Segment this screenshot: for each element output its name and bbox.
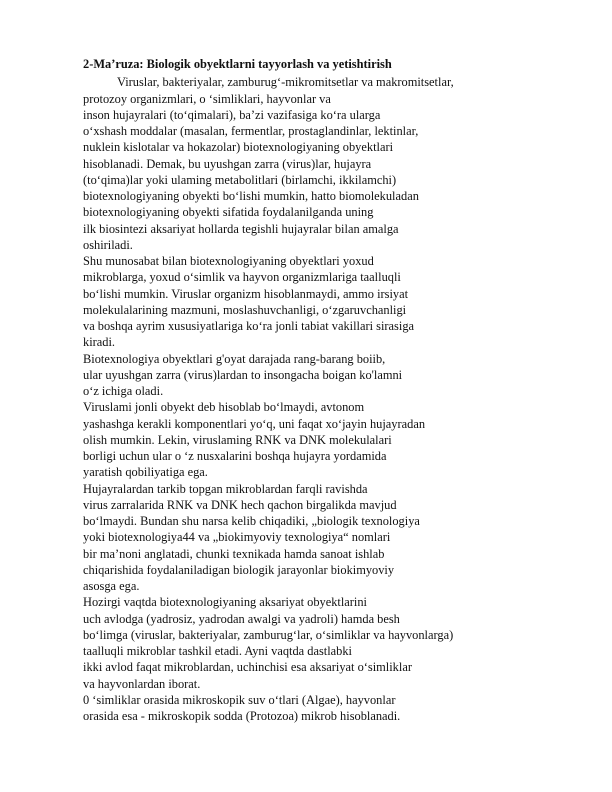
- text-line: taalluqli mikroblar tashkil etadi. Ayni vaqtda dastlabki: [83, 644, 352, 658]
- text-line: o‘xshash moddalar (masalan, fermentlar, prostaglandinlar, lektinlar,: [83, 124, 419, 138]
- lecture-text: [83, 74, 553, 724]
- text-line: asosga ega.: [83, 579, 140, 593]
- text-line: virus zarralarida RNK va DNK hech qachon birgalikda mavjud: [83, 497, 397, 512]
- text-line: ular uyushgan zarra (virus)lardan to insongacha boigan ko'lamni: [83, 367, 403, 382]
- text-line: mikroblarga, yoxud o‘simlik va hayvon organizmlariga taalluqli: [83, 270, 401, 285]
- text-line: oshiriladi.: [83, 237, 133, 252]
- text-line: orasida esa - mikroskopik sodda (Protozoa) mikrob hisoblanadi.: [83, 709, 401, 723]
- text-line: va hayvonlardan iborat.: [83, 676, 201, 691]
- text-line: biotexnologiyaning obyekti sifatida foydalanilganda uning: [83, 205, 374, 220]
- text-line: chiqarishida foydalaniladigan biologik jarayonlar biokimyoviy: [83, 562, 395, 577]
- text-line: o‘z ichiga oladi.: [83, 384, 164, 398]
- document-body: [83, 56, 553, 724]
- text-line: Hujayralardan tarkib topgan mikroblardan farqli ravishda: [83, 481, 368, 496]
- text-line: Hozirgi vaqtda biotexnologiyaning aksariyat obyektlarini: [83, 595, 367, 610]
- text-line: yoki biotexnologiya44 va „biokimyoviy texnologiya“ nomlari: [83, 530, 391, 545]
- text-line: inson hujayralari (to‘qimalari), ba’zi vazifasiga ko‘ra ularga: [83, 107, 381, 122]
- text-line: bo‘lmaydi. Bundan shu narsa kelib chiqadiki, „biologik texnologiya: [83, 514, 420, 528]
- text-line: bo‘lishi mumkin. Viruslar organizm hisoblanmaydi, ammo irsiyat: [83, 286, 409, 301]
- text-line: ilk biosintezi aksariyat hollarda tegishli hujayralar bilan amalga: [83, 221, 399, 236]
- text-line: protozoy organizmlari, o ‘simliklari, hayvonlar va: [83, 91, 331, 106]
- text-line: Viruslar, bakteriyalar, zamburug‘-mikromitsetlar va makromitsetlar,: [117, 75, 454, 90]
- text-line: Viruslami jonli obyekt deb hisoblab bo‘lmaydi, avtonom: [83, 400, 365, 415]
- text-line: uch avlodga (yadrosiz, yadrodan awalgi va yadroli) hamda besh: [83, 611, 400, 626]
- text-line: 0 ‘simliklar orasida mikroskopik suv o‘tlari (Algae), hayvonlar: [83, 692, 396, 707]
- text-line: Shu munosabat bilan biotexnologiyaning obyektlari yoxud: [83, 254, 374, 268]
- text-line: olish mumkin. Lekin, viruslaming RNK va DNK molekulalari: [83, 432, 392, 447]
- text-line: biotexnologiyaning obyekti bo‘lishi mumkin, hatto biomolekuladan: [83, 189, 419, 203]
- text-line: molekulalarining mazmuni, moslashuvchanligi, o‘zgaruvchanligi: [83, 302, 407, 317]
- text-line: Biotexnologiya obyektlari g'oyat darajada rang-barang boiib,: [83, 351, 386, 366]
- lecture-title: 2-Ma’ruza: Biologik obyektlarni tayyorlash va yetishtirish: [83, 57, 392, 71]
- text-line: bir ma’noni anglatadi, chunki texnikada hamda sanoat ishlab: [83, 546, 385, 561]
- text-line: hisoblanadi. Demak, bu uyushgan zarra (virus)lar, hujayra: [83, 156, 372, 171]
- text-line: nuklein kislotalar va hokazolar) biotexnologiyaning obyektlari: [83, 140, 394, 155]
- text-line: ikki avlod faqat mikroblardan, uchinchisi esa aksariyat o‘simliklar: [83, 660, 412, 675]
- text-line: va boshqa ayrim xususiyatlariga ko‘ra jonli tabiat vakillari sirasiga: [83, 319, 415, 333]
- text-line: kiradi.: [83, 335, 115, 350]
- text-line: (to‘qima)lar yoki ulaming metabolitlari (birlamchi, ikkilamchi): [83, 172, 397, 187]
- text-line: borligi uchun ular o ‘z nusxalarini boshqa hujayra yordamida: [83, 449, 387, 463]
- text-line: bo‘limga (viruslar, bakteriyalar, zamburug‘lar, o‘simliklar va hayvonlarga): [83, 627, 454, 642]
- text-line: yashashga kerakli komponentlari yo‘q, uni faqat xo‘jayin hujayradan: [83, 416, 426, 431]
- text-line: yaratish qobiliyatiga ega.: [83, 465, 208, 480]
